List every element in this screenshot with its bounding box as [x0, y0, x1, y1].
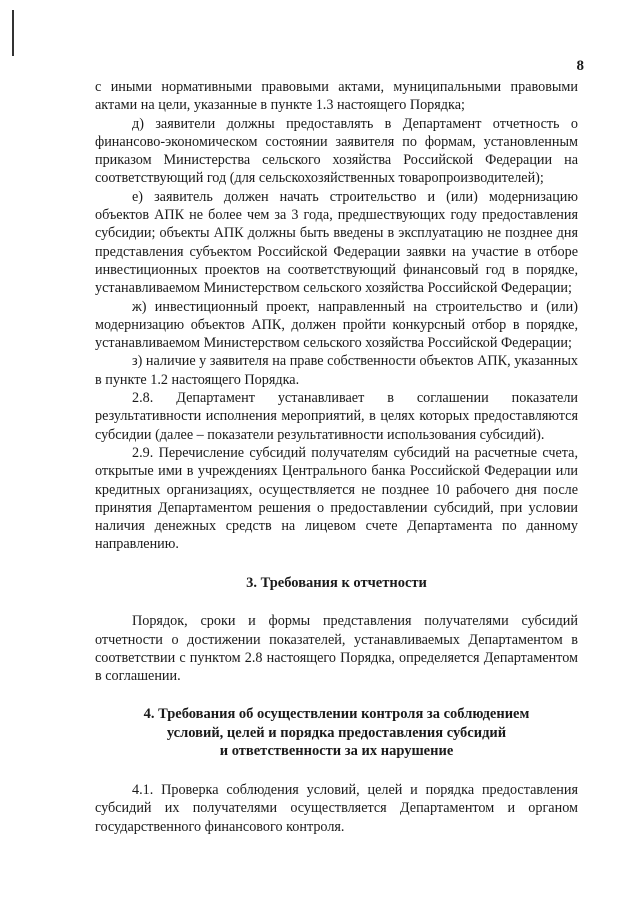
paragraph-item-z: з) наличие у заявителя на праве собственности объектов АПК, указанных в пункте 1.2 настоящего Порядка. — [95, 353, 578, 388]
paragraph-continuation: с иными нормативными правовыми актами, муниципальными правовыми актами на цели, указанные в пункте 1.3 настоящего Порядка; — [95, 79, 578, 114]
section-3-heading: 3. Требования к отчетности — [246, 574, 427, 591]
document-body — [95, 78, 578, 836]
paragraph-item-d: д) заявители должны предоставлять в Департамент отчетность о финансово-экономическом состоянии заявителя по формам, установленным приказом Министерства сельского хозяйства Российской Федерации на соответствующий год (для сельскохозяйственных товаропроизводителей); — [95, 115, 578, 187]
scan-edge-mark — [12, 10, 14, 56]
paragraph-2-9: 2.9. Перечисление субсидий получателям субсидий на расчетные счета, открытые ими в учреждениях Центрального банка Российской Федерации или кредитных организациях, осуществляется не позднее 10 рабочего дня после принятия Департаментом решения о предоставлении субсидий, при условии наличия денежных средств на лицевом счете Департамента по данному направлению. — [95, 444, 578, 553]
paragraph-4-1: 4.1. Проверка соблюдения условий, целей и порядка предоставления субсидий их получателями осуществляется Департаментом и органом государственного финансового контроля. — [95, 781, 578, 835]
section-4-heading-line: 4. Требования об осуществлении контроля за соблюдением — [143, 706, 530, 723]
paragraph-section-3: Порядок, сроки и формы представления получателями субсидий отчетности о достижении показателей, устанавливаемых Департаментом в соответствии с пунктом 2.8 настоящего Порядка, определяется Департаментом в соглашении. — [95, 613, 578, 685]
section-4-heading — [95, 705, 578, 761]
paragraph-2-8: 2.8. Департамент устанавливает в соглашении показатели результативности исполнения мероприятий, в целях которых предоставляются субсидии (далее – показатели результативности использования субсидий). — [95, 390, 578, 443]
paragraph-item-e: е) заявитель должен начать строительство и (или) модернизацию объектов АПК не более чем за 3 года, предшествующих году предоставления субсидии; объекты АПК должны быть введены в эксплуатацию не позднее дня представления субъектом Российской Федерации заявки на участие в отборе инвестиционных проектов на соответствующий финансовый год в порядке, устанавливаемом Министерством сельского хозяйства Российской Федерации; — [95, 188, 578, 297]
section-4-heading-line: условий, целей и порядка предоставления субсидий — [166, 724, 507, 741]
paragraph-item-zh: ж) инвестиционный проект, направленный на строительство и (или) модернизацию объектов АПК, должен пройти конкурсный отбор в порядке, устанавливаемом Министерством сельского хозяйства Российской Федерации; — [95, 298, 578, 352]
page-number: 8 — [576, 58, 584, 74]
section-4-heading-line: и ответственности за их нарушение — [219, 743, 454, 760]
